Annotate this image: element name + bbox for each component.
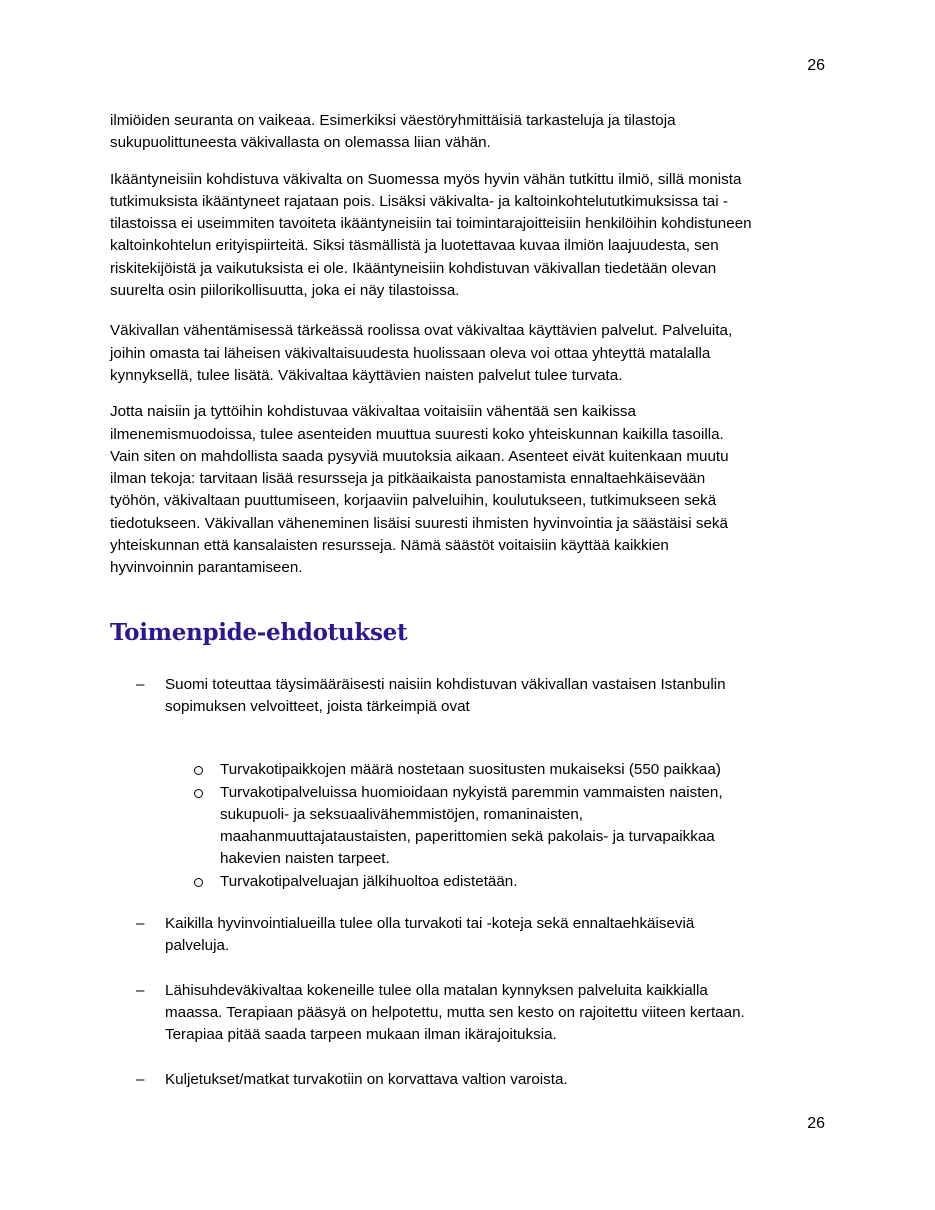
list-item: [110, 980, 830, 1047]
text-line: Kuljetukset/matkat turvakotiin on korvattava valtion varoista.: [165, 1070, 568, 1088]
list-item: [110, 674, 830, 893]
paragraph: [110, 401, 830, 579]
text-line: Terapiaa pitää saada tarpeen mukaan ilman ikärajoituksia.: [165, 1026, 557, 1044]
text-line: sukupuolittuneesta väkivallasta on olemassa liian vähän.: [110, 134, 491, 152]
document-body: [110, 110, 830, 1091]
sub-list-item: [110, 782, 830, 871]
circle-bullet-icon: [194, 766, 203, 775]
text-line: työhön, väkivaltaan puuttumiseen, korjaaviin palveluihin, koulutukseen, tutkimukseen sekä: [110, 492, 717, 510]
page-number-footer: 26: [807, 1115, 825, 1132]
text-line: hakevien naisten tarpeet.: [220, 850, 390, 868]
sub-list: [165, 759, 830, 893]
text-line: ilman tekoja: tarvitaan lisää resursseja ja pitkäaikaista panostamista ennaltaehkäisevään: [110, 470, 706, 488]
text-line: ilmiöiden seuranta on vaikeaa. Esimerkiksi väestöryhmittäisiä tarkasteluja ja tilastoja: [110, 112, 676, 129]
sub-list-item: [110, 871, 830, 893]
dash-bullet: –: [136, 675, 145, 693]
paragraph: [110, 169, 830, 303]
text-line: Kaikilla hyvinvointialueilla tulee olla turvakoti tai -koteja sekä ennaltaehkäiseviä: [165, 915, 695, 933]
text-line: Turvakotipalveluajan jälkihuoltoa edistetään.: [220, 872, 518, 890]
text-line: sopimuksen velvoitteet, joista tärkeimpiä ovat: [165, 697, 470, 715]
text-line: suurelta osin piilorikollisuutta, joka ei näy tilastoissa.: [110, 282, 460, 300]
paragraph: [110, 110, 830, 155]
text-line: Ikääntyneisiin kohdistuva väkivalta on Suomessa myös hyvin vähän tutkittu ilmiö, sillä monista: [110, 170, 742, 188]
text-line: hyvinvoinnin parantamiseen.: [110, 559, 303, 577]
text-line: Turvakotipaikkojen määrä nostetaan suositusten mukaiseksi (550 paikkaa): [220, 761, 721, 779]
text-line: maassa. Terapiaan pääsyä on helpotettu, mutta sen kesto on rajoitettu viiteen kertaan.: [165, 1003, 745, 1021]
text-line: Väkivallan vähentämisessä tärkeässä roolissa ovat väkivaltaa käyttävien palvelut. Palveluita,: [110, 322, 733, 340]
sub-list-item: [110, 759, 830, 781]
text-line: Suomi toteuttaa täysimääräisesti naisiin kohdistuvan väkivallan vastaisen Istanbulin: [165, 675, 726, 693]
proposal-list: [110, 674, 830, 1091]
text-line: Turvakotipalveluissa huomioidaan nykyistä paremmin vammaisten naisten,: [220, 783, 723, 801]
text-line: sukupuoli- ja seksuaalivähemmistöjen, romaninaisten,: [220, 805, 583, 823]
circle-bullet-icon: [194, 789, 203, 798]
text-line: palveluja.: [165, 937, 230, 955]
dash-bullet: –: [136, 915, 145, 933]
text-line: tutkimuksista ikääntyneet rajataan pois. Lisäksi väkivalta- ja kaltoinkohtelututkimuksissa tai -: [110, 192, 728, 210]
text-line: riskitekijöistä ja vaikutuksista ei ole. Ikääntyneisiin kohdistuvan väkivallan tiedetään olevan: [110, 259, 717, 277]
page-number-header: 26: [807, 57, 825, 74]
dash-bullet: –: [136, 981, 145, 999]
paragraph: [110, 320, 830, 387]
circle-bullet-icon: [194, 878, 203, 887]
text-line: Vain siten on mahdollista saada pysyviä muutoksia aikaan. Asenteet eivät kuitenkaan muutu: [110, 447, 729, 465]
text-line: tilastoissa ei useimmiten tavoiteta ikääntyneisiin tai toimintarajoitteisiin henkilöihin kohdistuneen: [110, 215, 752, 233]
list-item: [110, 913, 830, 958]
text-line: Lähisuhdeväkivaltaa kokeneille tulee olla matalan kynnyksen palveluita kaikkialla: [165, 981, 708, 999]
list-item: [110, 1069, 830, 1091]
text-line: kaltoinkohtelun erityispiirteitä. Siksi täsmällistä ja luotettavaa kuvaa ilmiön laajuudesta, sen: [110, 237, 719, 255]
text-line: yhteiskunnan että kansalaisten resursseja. Nämä säästöt voitaisiin käyttää kaikkien: [110, 537, 669, 555]
dash-bullet: –: [136, 1070, 145, 1088]
text-line: ilmenemismuodoissa, tulee asenteiden muuttua suuresti koko yhteiskunnan kaikilla tasoilla.: [110, 425, 724, 443]
text-line: maahanmuuttajataustaisten, paperittomien sekä pakolais- ja turvapaikkaa: [220, 828, 715, 846]
text-line: kynnyksellä, tulee lisätä. Väkivaltaa käyttävien naisten palvelut tulee turvata.: [110, 366, 623, 384]
text-line: joihin omasta tai läheisen väkivaltaisuudesta huolissaan oleva voi ottaa yhteyttä matalalla: [110, 344, 711, 362]
text-line: Jotta naisiin ja tyttöihin kohdistuvaa väkivaltaa voitaisiin vähentää sen kaikissa: [110, 403, 636, 421]
section-heading: Toimenpide-ehdotukset: [110, 618, 408, 646]
text-line: tiedotukseen. Väkivallan väheneminen lisäisi suuresti ihmisten hyvinvointia ja säästäisi sekä: [110, 514, 728, 532]
